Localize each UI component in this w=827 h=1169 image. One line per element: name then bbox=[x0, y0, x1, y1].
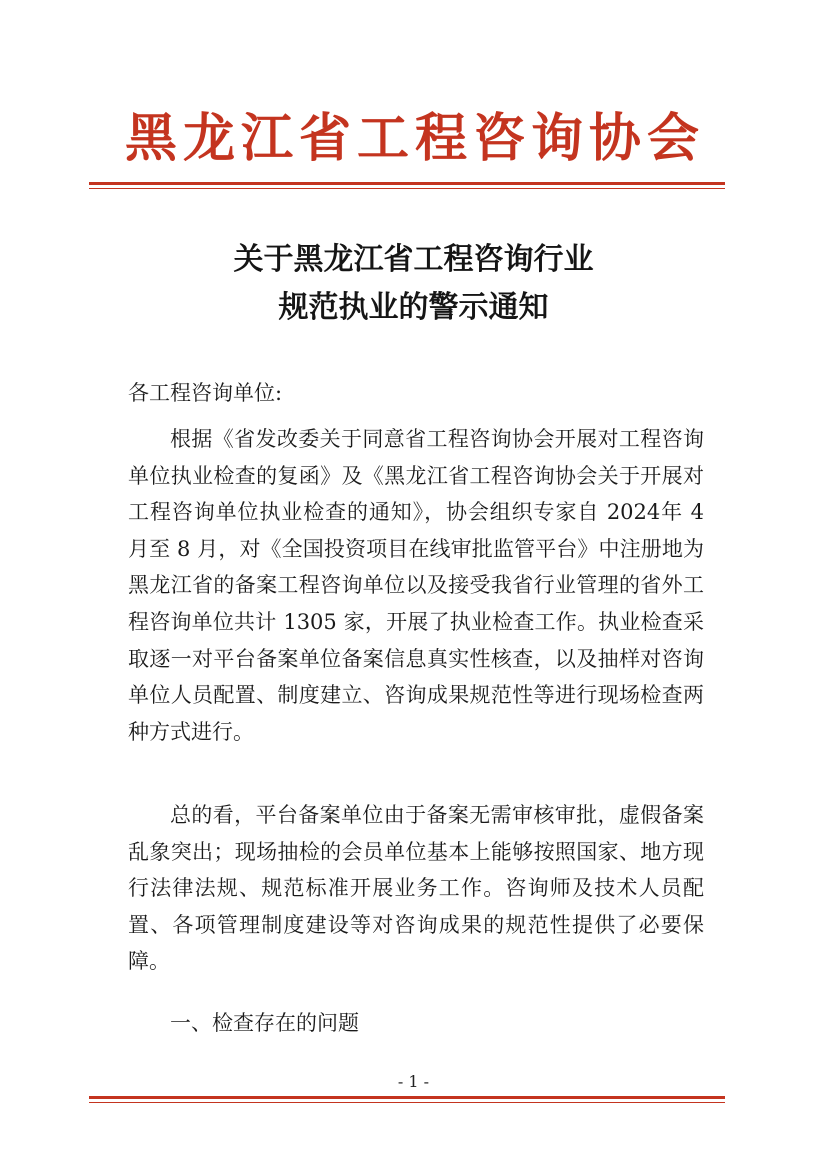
section-heading: 一、检查存在的问题 bbox=[170, 1011, 359, 1035]
footer-rule-thin-line bbox=[89, 1102, 725, 1103]
document-title-line-1: 关于黑龙江省工程咨询行业 bbox=[233, 242, 594, 277]
document-title-line-2: 规范执业的警示通知 bbox=[278, 290, 549, 325]
body-paragraph-1: 根据《省发改委关于同意省工程咨询协会开展对工程咨询单位执业检查的复函》及《黑龙江省工程咨询协会关于开展对工程咨询单位执业检查的通知》，协会组织专家自 2024年 4 月至 8 月，对《全国投资项目在线审批监管平台》中注册地为黑龙江省的备案工程咨询单位以及接受我省行业管理的省外工程咨询单位共计 1305 家，开展了执业检查工作。执业检查采取逐一对平台备案单位备案信息真实性核查，以及抽样对咨询单位人员配置、制度建立、咨询成果规范性等进行现场检查两种方式进行。 bbox=[128, 427, 704, 744]
footer-rule-thick-line bbox=[89, 1096, 725, 1099]
footer-red-rule bbox=[89, 1096, 725, 1104]
salutation: 各工程咨询单位: bbox=[128, 381, 283, 405]
header-red-rule bbox=[89, 182, 725, 190]
organization-header: 黑龙江省工程咨询协会 bbox=[124, 108, 705, 169]
body-paragraph-2: 总的看，平台备案单位由于备案无需审核审批，虚假备案乱象突出；现场抽检的会员单位基本上能够按照国家、地方现行法律法规、规范标准开展业务工作。咨询师及技术人员配置、各项管理制度建设等对咨询成果的规范性提供了必要保障。 bbox=[128, 803, 704, 974]
header-rule-thick-line bbox=[89, 182, 725, 185]
page-number: - 1 - bbox=[397, 1072, 430, 1091]
header-rule-thin-line bbox=[89, 188, 725, 189]
